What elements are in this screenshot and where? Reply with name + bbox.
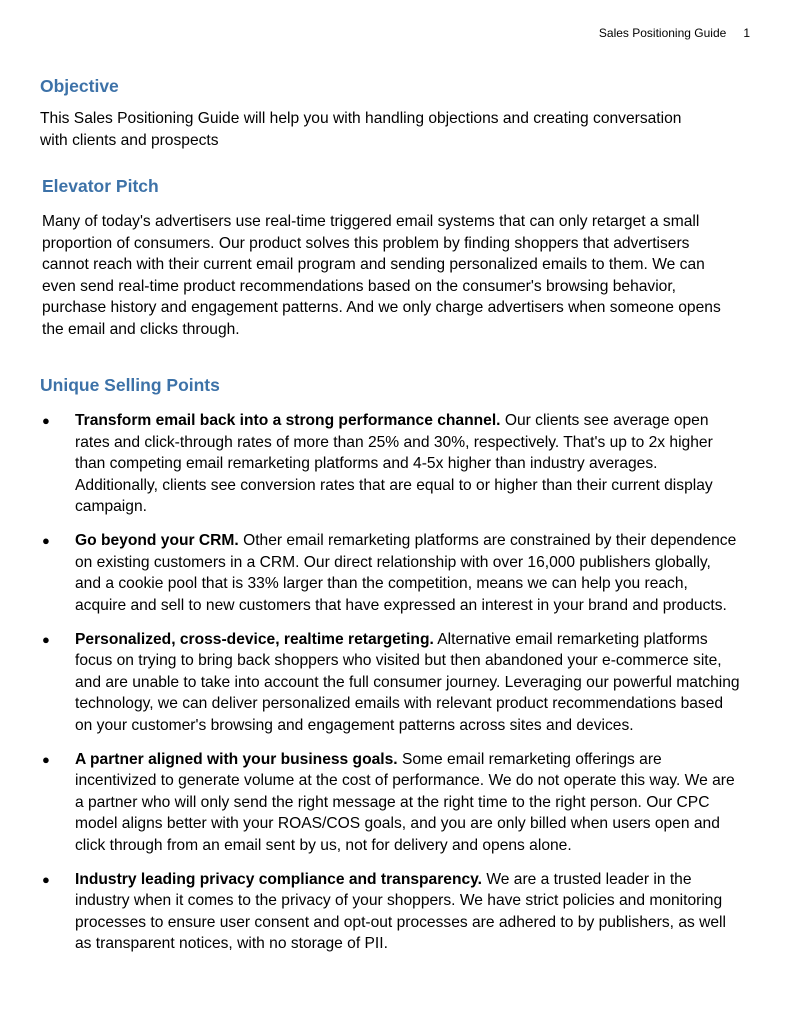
objective-line-1: This Sales Positioning Guide will help you with handling objections and creating conversation — [40, 110, 682, 127]
usp-item-text: Some email remarketing offerings are incentivized to generate volume at the cost of performance. We do not operate this way. We are a partner who will only send the right message at the right time to the right person. Our CPC model aligns better with your ROAS/COS goals, and you are only billed when users open and click through from an email sent by us, not for delivery and opens alone. — [75, 750, 735, 854]
usp-item — [40, 410, 740, 518]
bullet-icon: ● — [42, 413, 50, 428]
page-number: 1 — [743, 26, 750, 40]
usp-item-text: Other email remarketing platforms are constrained by their dependence on existing customers in a CRM. Our direct relationship with over 16,000 publishers globally, and a cookie pool that is 33% larger than the competition, means we can help you reach, acquire and sell to new customers that have expressed an interest in your brand and products. — [75, 532, 737, 614]
usp-list — [40, 410, 740, 967]
usp-heading: Unique Selling Points — [40, 375, 220, 395]
usp-item-title: Transform email back into a strong performance channel. — [75, 412, 501, 429]
usp-item — [40, 629, 740, 737]
elevator-pitch-paragraph: Many of today's advertisers use real-time triggered email systems that can only retarget a small proportion of consumers. Our product solves this problem by finding shoppers that advertisers cannot reach with their current email program and sending personalized emails to them. We can even send real-time product recommendations based on the consumer's browsing behavior, purchase history and engagement patterns. And we only charge advertisers when someone opens the email and clicks through. — [42, 213, 721, 338]
usp-item-title: Go beyond your CRM. — [75, 532, 239, 549]
usp-item — [40, 530, 740, 616]
usp-item-text: We are a trusted leader in the industry when it comes to the privacy of your shoppers. We have strict policies and monitoring processes to ensure user consent and opt-out processes are adhered to by publishers, as well as transparent notices, with no storage of PII. — [75, 870, 726, 952]
bullet-icon: ● — [42, 631, 50, 647]
bullet-icon: ● — [42, 533, 50, 548]
usp-item — [40, 749, 740, 857]
bullet-icon: ● — [42, 871, 50, 887]
usp-item — [40, 869, 740, 955]
objective-line-2: with clients and prospects — [40, 131, 219, 149]
usp-item-title: A partner aligned with your business goals. — [75, 750, 398, 768]
usp-item-text: Alternative email remarketing platforms focus on trying to bring back shoppers who visited but then abandoned your e-commerce site, and are unable to take into account the full consumer journey. Leveraging our powerful matching technology, we can deliver personalized emails with relevant product recommendations based on your customer's browsing and engagement patterns across sites and devices. — [75, 630, 740, 734]
page-header — [599, 26, 750, 40]
objective-paragraph — [40, 108, 760, 151]
usp-item-text: Our clients see average open rates and click-through rates of more than 25% and 30%, respectively. That's up to 2x higher than competing email remarketing platforms and 4-5x higher than industry averages. Additionally, clients see conversion rates that are equal to or higher than their current display campaign. — [75, 412, 713, 515]
elevator-pitch-heading: Elevator Pitch — [42, 176, 159, 196]
usp-item-title: Personalized, cross-device, realtime retargeting. — [75, 630, 434, 648]
bullet-icon: ● — [42, 751, 50, 767]
objective-heading: Objective — [40, 76, 119, 96]
usp-item-title: Industry leading privacy compliance and transparency. — [75, 870, 483, 888]
header-title: Sales Positioning Guide — [598, 26, 727, 40]
